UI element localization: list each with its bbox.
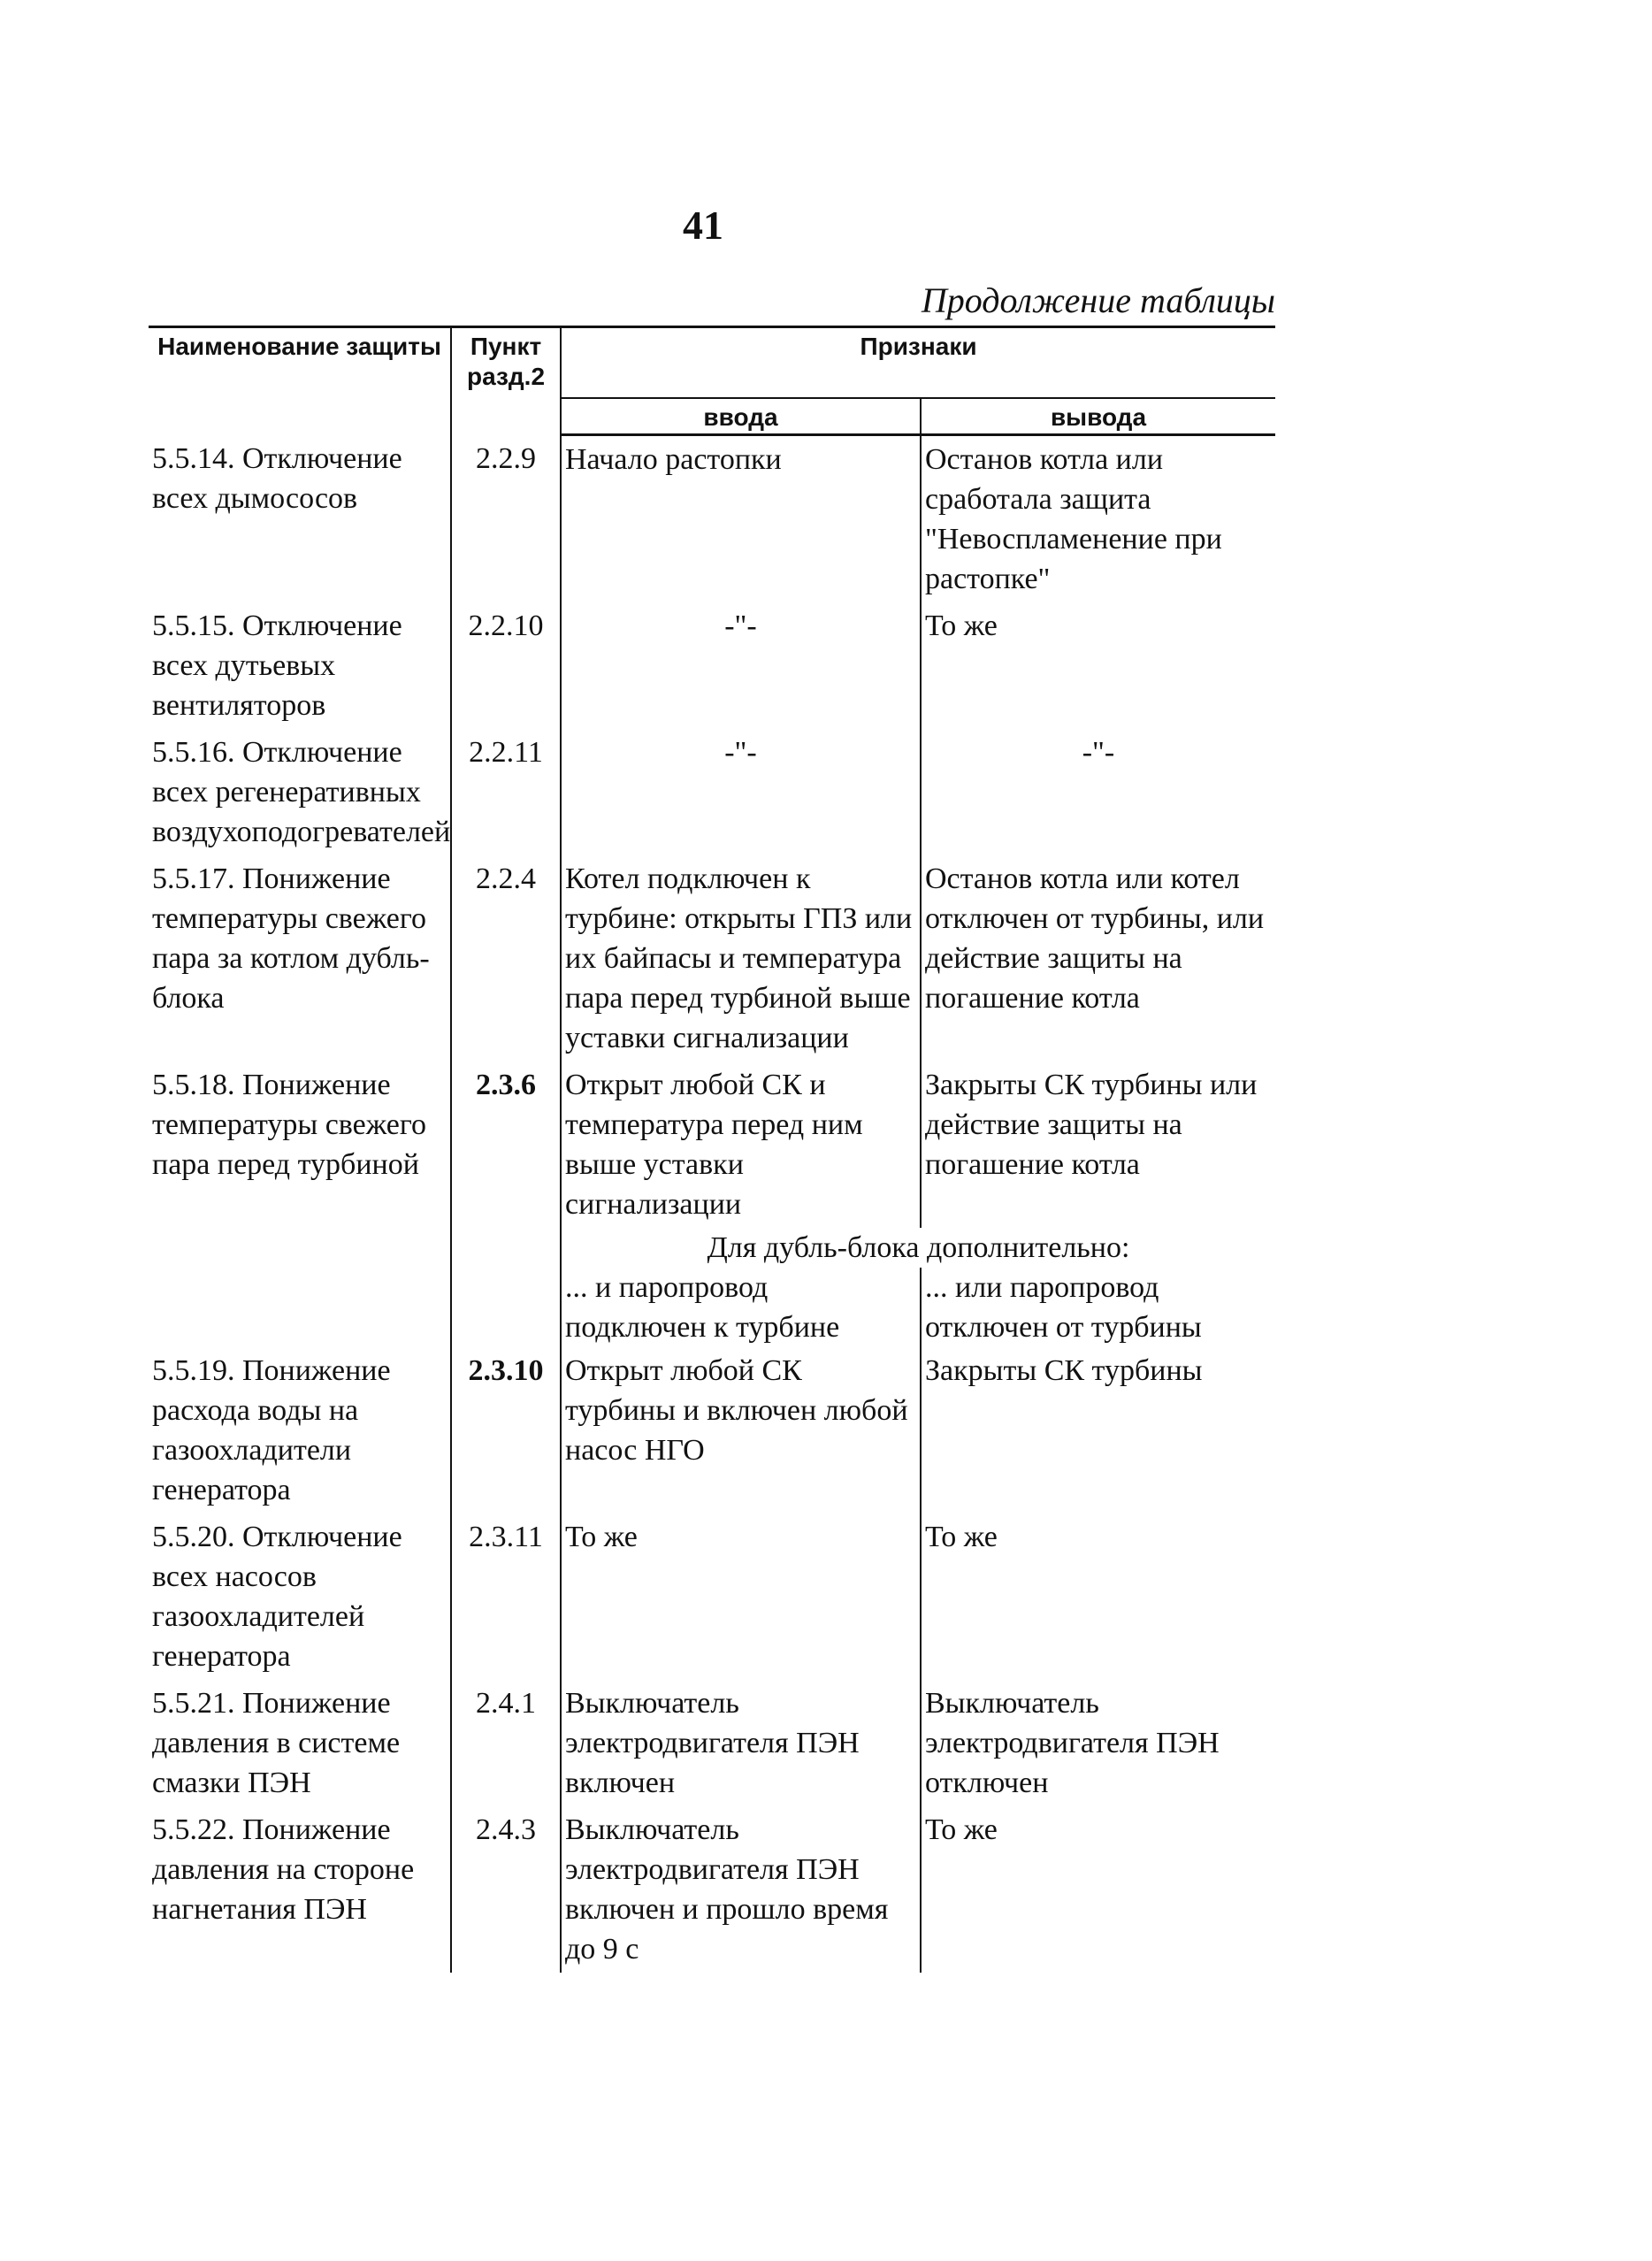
output-condition: Закрыты СК турбины: [925, 1354, 1203, 1388]
section-point: 2.2.9: [451, 435, 561, 603]
table-continuation-label: Продолжение таблицы: [921, 280, 1275, 320]
output-condition: -"-: [1082, 736, 1115, 770]
input-condition: Открыт любой СК турбины и включен любой насос НГО: [561, 1347, 921, 1514]
input-condition: Котел подключен к турбине: открыты ГПЗ или их байпасы и температура пара перед турбиной выше уставки сигнализации: [561, 855, 921, 1062]
protection-name: 5.5.19. Понижение расхода воды на газоохладители генератора: [149, 1347, 451, 1514]
section-point: 2.4.1: [451, 1680, 561, 1806]
table-header: [149, 327, 1275, 435]
section-point: 2.2.10: [451, 602, 561, 729]
output-condition: То же: [925, 609, 998, 643]
output-condition: Останов котла или сработала защита "Невоспламенение при растопке": [925, 443, 1222, 596]
protection-name: 5.5.22. Понижение давления на стороне нагнетания ПЭН: [149, 1806, 451, 1973]
header-priznaki: Признаки: [561, 327, 1275, 398]
page-number: 41: [683, 203, 723, 248]
protection-name: 5.5.20. Отключение всех насосов газоохладителей генератора: [149, 1514, 451, 1680]
section-point: 2.3.10: [451, 1347, 561, 1514]
input-condition: -"-: [561, 729, 921, 855]
output-condition: То же: [925, 1813, 998, 1847]
table-row: [149, 435, 1275, 603]
table-row: [149, 1347, 1275, 1514]
table-note-row: [149, 1228, 1275, 1268]
table-row: [149, 1806, 1275, 1973]
table-row: [149, 1680, 1275, 1806]
header-vyvoda: вывода: [921, 398, 1275, 435]
section-point: 2.2.4: [451, 855, 561, 1062]
output-condition: Останов котла или котел отключен от турбины, или действие защиты на погашение котла: [925, 862, 1265, 1016]
input-condition: То же: [561, 1514, 921, 1680]
protection-table: [149, 326, 1275, 1973]
header-name: Наименование защиты: [149, 327, 451, 435]
table-body: [149, 435, 1275, 1974]
table-row: [149, 1514, 1275, 1680]
protection-name: 5.5.18. Понижение температуры свежего пара перед турбиной: [149, 1062, 451, 1228]
output-condition: Закрыты СК турбины или действие защиты на погашение котла: [925, 1069, 1258, 1182]
section-point: 2.4.3: [451, 1806, 561, 1973]
output-condition: То же: [925, 1521, 998, 1554]
section-point: 2.2.11: [451, 729, 561, 855]
table-row: [149, 602, 1275, 729]
section-point: 2.3.11: [451, 1514, 561, 1680]
input-condition: Выключатель электродвигателя ПЭН включен: [561, 1680, 921, 1806]
input-condition: ... и паропровод подключен к турбине: [561, 1268, 921, 1347]
protection-name: 5.5.17. Понижение температуры свежего пара за котлом дубль-блока: [149, 855, 451, 1062]
table-row: [149, 1062, 1275, 1228]
output-condition: Выключатель электродвигателя ПЭН отключен: [925, 1687, 1220, 1800]
input-condition: Начало растопки: [561, 435, 921, 603]
header-punkt: Пункт разд.2: [451, 327, 561, 435]
input-condition: Выключатель электродвигателя ПЭН включен и прошло время до 9 с: [561, 1806, 921, 1973]
table-row: [149, 1268, 1275, 1347]
protection-name: 5.5.21. Понижение давления в системе смазки ПЭН: [149, 1680, 451, 1806]
protection-name: 5.5.15. Отключение всех дутьевых вентиляторов: [149, 602, 451, 729]
table-row: [149, 729, 1275, 855]
header-vvoda: ввода: [561, 398, 921, 435]
protection-name: 5.5.14. Отключение всех дымососов: [149, 435, 451, 603]
input-condition: Открыт любой СК и температура перед ним выше уставки сигнализации: [561, 1062, 921, 1228]
dubl-block-note: Для дубль-блока дополнительно:: [707, 1231, 1130, 1265]
table-row: [149, 855, 1275, 1062]
input-condition: -"-: [561, 602, 921, 729]
output-condition: ... или паропровод отключен от турбины: [925, 1271, 1202, 1345]
section-point: 2.3.6: [451, 1062, 561, 1228]
protection-name: 5.5.16. Отключение всех регенеративных воздухоподогревателей: [149, 729, 451, 855]
